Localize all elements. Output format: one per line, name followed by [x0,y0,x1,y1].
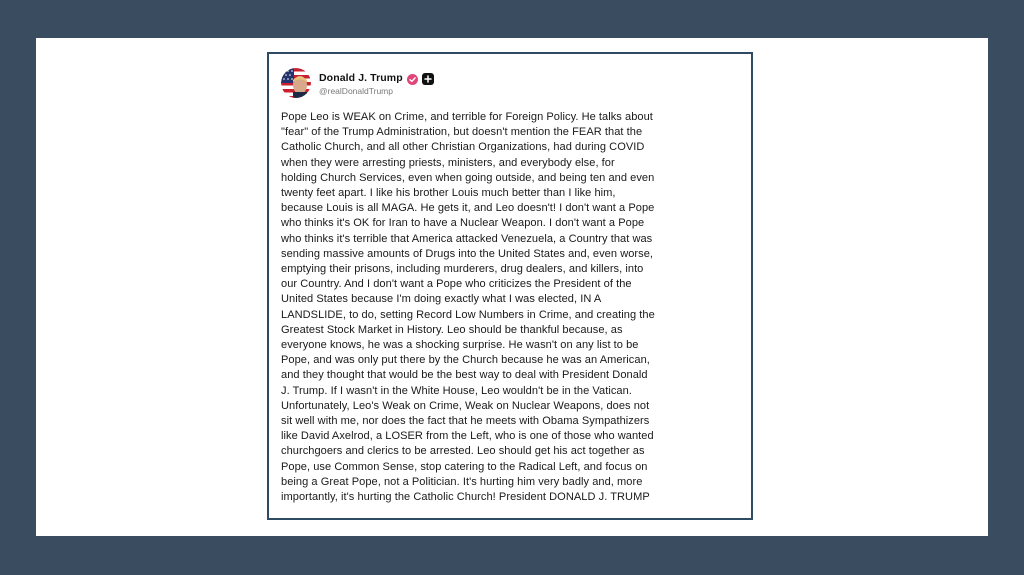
flag-avatar-icon[interactable] [281,68,311,98]
post-header [281,66,434,100]
verified-badge-icon [407,72,418,83]
author-block [319,70,434,96]
author-line [319,70,434,85]
author-name[interactable]: Donald J. Trump [319,71,403,84]
slide-canvas [36,38,988,536]
post-body-text: Pope Leo is WEAK on Crime, and terrible for Foreign Policy. He talks about "fear" of the Trump Administration, but doesn't mention the FEAR that the Catholic Church, and all other Christian Organizations, had during COVID when they were arresting priests, ministers, and everybody else, for holding Church Services, even when going outside, and being ten and even twenty feet apart. I like his brother Louis much better than I like him, because Louis is all MAGA. He gets it, and Leo doesn't! I don't want a Pope who thinks it's OK for Iran to have a Nuclear Weapon. I don't want a Pope who thinks it's terrible that America attacked Venezuela, a Country that was sending massive amounts of Drugs into the United States and, even worse, emptying their prisons, including murderers, drug dealers, and killers, into our Country. And I don't want a Pope who criticizes the President of the United States because I'm doing exactly what I was elected, IN A LANDSLIDE, to do, setting Record Low Numbers in Crime, and creating the Greatest Stock Market in History. Leo should be thankful because, as everyone knows, he was a shocking surprise. He wasn't on any list to be Pope, and was only put there by the Church because he was an American, and they thought that would be the best way to deal with President Donald J. Trump. If I wasn't in the White House, Leo wouldn't be in the Vatican. Unfortunately, Leo's Weak on Crime, Weak on Nuclear Weapons, does not sit well with me, nor does the fact that he meets with Obama Sympathizers like David Axelrod, a LOSER from the Left, who is one of those who wanted churchgoers and clerics to be arrested. Leo should get his act together as Pope, use Common Sense, stop catering to the Radical Left, and focus on being a Great Pope, not a Politician. It's hurting him very badly and, more importantly, it's hurting the Catholic Church! President DONALD J. TRUMP [281,111,655,504]
add-follow-icon[interactable] [422,72,434,84]
author-handle[interactable]: @realDonaldTrump [319,86,393,96]
post-card [267,52,753,520]
